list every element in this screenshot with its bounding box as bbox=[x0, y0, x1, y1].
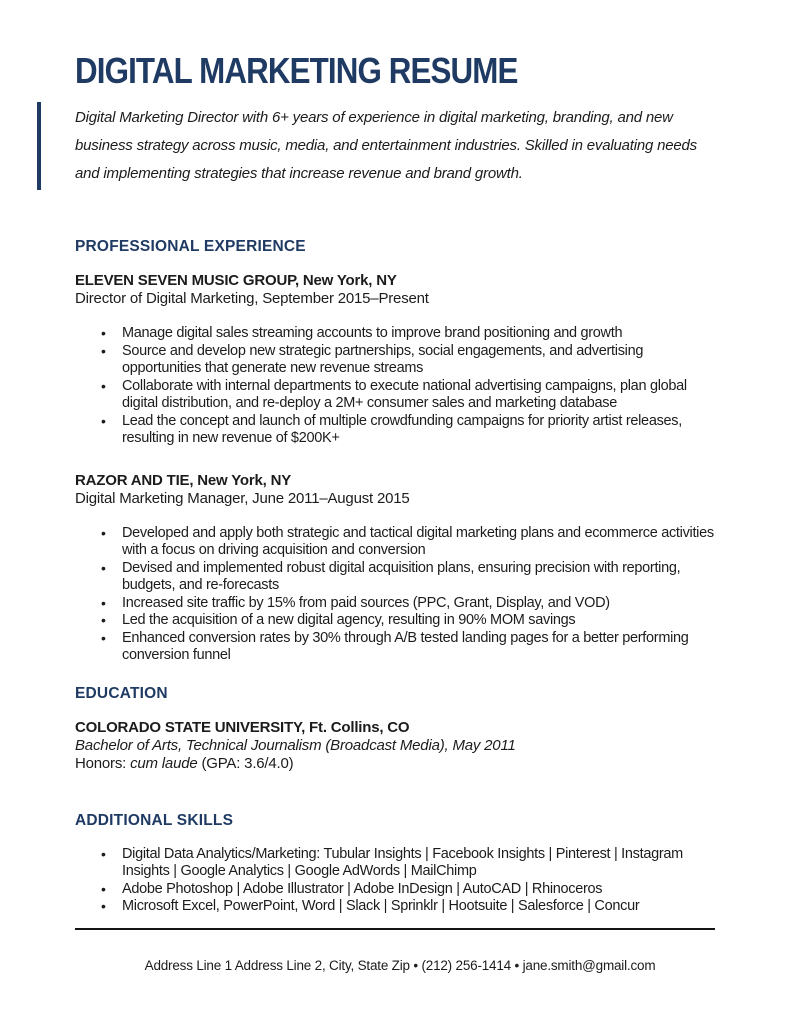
footer-divider bbox=[75, 928, 715, 930]
resume-title: DIGITAL MARKETING RESUME bbox=[75, 50, 518, 91]
job-bullet-list bbox=[75, 525, 725, 665]
bullet-item: • Microsoft Excel, PowerPoint, Word | Slack | Sprinklr | Hootsuite | Salesforce | Concur bbox=[122, 898, 725, 916]
bullet-item: • Manage digital sales streaming accounts to improve brand positioning and growth bbox=[122, 325, 725, 343]
job-bullet-list bbox=[75, 325, 725, 448]
bullet-item: • Led the acquisition of a new digital agency, resulting in 90% MOM savings bbox=[122, 612, 725, 630]
school-line: COLORADO STATE UNIVERSITY, Ft. Collins, CO bbox=[75, 718, 410, 736]
honors-line bbox=[75, 755, 725, 773]
section-heading-education: EDUCATION bbox=[75, 684, 168, 702]
bullet-item: • Increased site traffic by 15% from paid sources (PPC, Grant, Display, and VOD) bbox=[122, 595, 725, 613]
role-line: Digital Marketing Manager, June 2011–August 2015 bbox=[75, 489, 410, 507]
company-line: RAZOR AND TIE, New York, NY bbox=[75, 471, 292, 489]
role-line: Director of Digital Marketing, September 2015–Present bbox=[75, 290, 429, 307]
summary-text: Digital Marketing Director with 6+ years of experience in digital marketing, branding, and new business strategy across music, media, and entertainment industries. Skilled in evaluating needs and implementing strategies that increase revenue and brand growth. bbox=[75, 109, 697, 182]
bullet-item: • Adobe Photoshop | Adobe Illustrator | Adobe InDesign | AutoCAD | Rhinoceros bbox=[122, 881, 725, 899]
honors-gpa: (GPA: 3.6/4.0) bbox=[197, 754, 294, 772]
section-heading-professional-experience: PROFESSIONAL EXPERIENCE bbox=[75, 238, 306, 255]
bullet-item: • Developed and apply both strategic and tactical digital marketing plans and ecommerce activities with a focus on driving acquisition and conversion bbox=[122, 525, 725, 560]
bullet-item: • Enhanced conversion rates by 30% through A/B tested landing pages for a better performing conversion funnel bbox=[122, 630, 725, 665]
section-heading-additional-skills: ADDITIONAL SKILLS bbox=[75, 811, 234, 829]
job-entry-razor-and-tie bbox=[75, 472, 725, 665]
degree-line: Bachelor of Arts, Technical Journalism (Broadcast Media), May 2011 bbox=[75, 736, 516, 754]
bullet-item: • Digital Data Analytics/Marketing: Tubular Insights | Facebook Insights | Pinterest | Instagram Insights | Google Analytics | Google AdWords | MailChimp bbox=[122, 846, 725, 881]
bullet-item: • Lead the concept and launch of multiple crowdfunding campaigns for priority artist releases, resulting in new revenue of $200K+ bbox=[122, 413, 725, 448]
education-entry bbox=[75, 719, 725, 773]
honors-prefix: Honors: bbox=[75, 754, 131, 772]
honors-latin: cum laude bbox=[130, 754, 198, 772]
skills-bullet-list bbox=[75, 846, 725, 916]
bullet-item: • Devised and implemented robust digital acquisition plans, ensuring precision with reporting, budgets, and re-forecasts bbox=[122, 560, 725, 595]
job-entry-eleven-seven bbox=[75, 272, 725, 448]
footer-contact: Address Line 1 Address Line 2, City, State Zip • (212) 256-1414 • jane.smith@gmail.com bbox=[144, 957, 656, 973]
company-line: ELEVEN SEVEN MUSIC GROUP, New York, NY bbox=[75, 272, 397, 289]
bullet-item: • Collaborate with internal departments to execute national advertising campaigns, plan global digital distribution, and re-deploy a 2M+ consumer sales and marketing database bbox=[122, 378, 725, 413]
bullet-item: • Source and develop new strategic partnerships, social engagements, and advertising opportunities that generate new revenue streams bbox=[122, 343, 725, 378]
summary-block bbox=[37, 102, 725, 190]
